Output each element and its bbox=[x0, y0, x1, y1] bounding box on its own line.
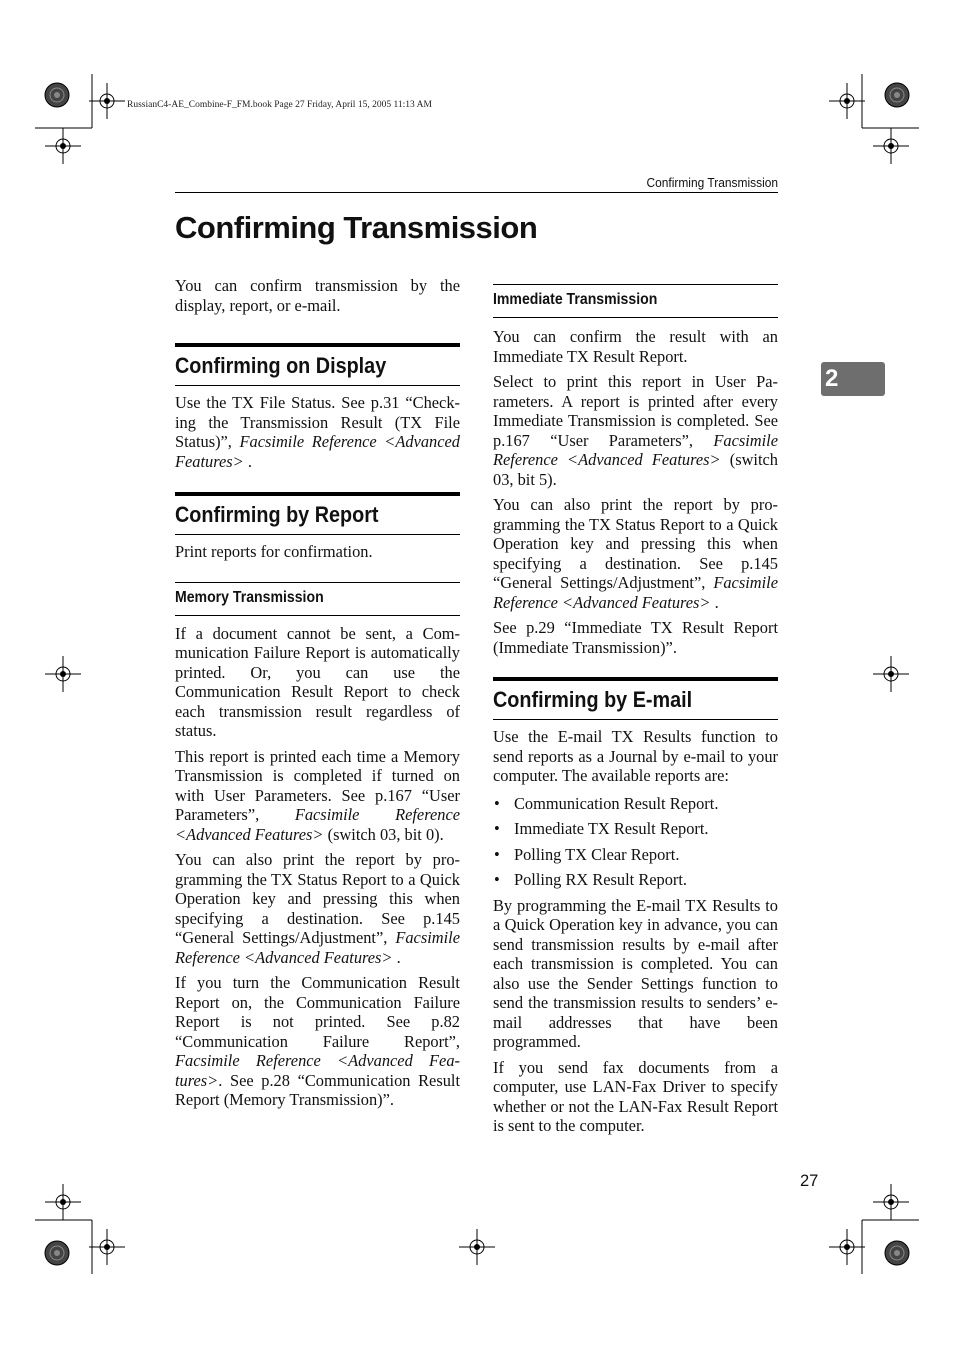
page-title: Confirming Transmission bbox=[175, 210, 538, 245]
reference-link: Facsimile Reference <Advanced Features> bbox=[493, 430, 778, 469]
subsection-heading-immediate: Immediate Transmission bbox=[493, 284, 778, 318]
immediate-paragraph-2: Select to print this report in User Parameters. A report is printed after every Immediate Transmission is completed. See p.167 “User Parameters”, Facsimile Reference <Advanced Features> (switch 03, bit 5). bbox=[493, 372, 778, 489]
intro-paragraph: You can confirm transmission by the display, report, or e-mail. bbox=[175, 276, 460, 315]
right-column bbox=[493, 284, 778, 1142]
reference-link: Facsimile Reference <Advanced Features> bbox=[175, 432, 460, 471]
reference-link: Facsimile Reference <Advanced Features> bbox=[493, 573, 778, 612]
file-info: RussianC4-AE_Combine-F_FM.book Page 27 Friday, April 15, 2005 11:13 AM bbox=[127, 100, 432, 110]
list-item: • Polling TX Clear Report. bbox=[493, 845, 778, 865]
reference-link: Facsimile Reference <Advanced Features> bbox=[175, 805, 460, 844]
section-heading-display: Confirming on Display bbox=[175, 343, 460, 386]
list-item: • Immediate TX Result Report. bbox=[493, 819, 778, 839]
reference-link: Facsimile Reference <Advanced Features> bbox=[175, 928, 460, 967]
list-item: • Communication Result Report. bbox=[493, 794, 778, 814]
list-item: • Polling RX Result Report. bbox=[493, 870, 778, 890]
running-head: Confirming Transmission bbox=[646, 175, 778, 190]
email-paragraph-1: Use the E-mail TX Results function to send reports as a Journal by e-mail to your computer. The available reports are: bbox=[493, 727, 778, 785]
left-column bbox=[175, 276, 460, 1116]
immediate-paragraph-1: You can confirm the result with an Immediate TX Result Report. bbox=[493, 327, 778, 366]
section-heading-report: Confirming by Report bbox=[175, 492, 460, 535]
section-heading-email: Confirming by E-mail bbox=[493, 677, 778, 720]
email-paragraph-3: If you send fax documents from a computer, use LAN-Fax Driver to specify whether or not the LAN-Fax Result Report is sent to the computer. bbox=[493, 1057, 778, 1135]
email-paragraph-2: By programming the E-mail TX Results to a Quick Operation key in advance, you can send transmission results by e-mail after each transmission is completed. You can also use the Sender Settings function to send the transmission results to senders’ e-mail addresses that have been programmed. bbox=[493, 895, 778, 1051]
page-number: 27 bbox=[800, 1172, 819, 1190]
immediate-paragraph-4: See p.29 “Immediate TX Result Report (Immediate Transmission)”. bbox=[493, 618, 778, 657]
memory-paragraph-4: If you turn the Communication Result Report on, the Communication Failure Report is not printed. See p.82 “Communication Failure Report”, Facsimile Reference <Advanced Features>. See p.28 “Communication Result Report (Memory Transmission)”. bbox=[175, 973, 460, 1109]
subsection-heading-memory: Memory Transmission bbox=[175, 582, 460, 616]
display-paragraph: Use the TX File Status. See p.31 “Checking the Transmission Result (TX File Status)”, Facsimile Reference <Advanced Features> . bbox=[175, 393, 460, 471]
header-rule bbox=[175, 192, 778, 193]
immediate-paragraph-3: You can also print the report by programming the TX Status Report to a Quick Operation key and pressing this when specifying a destination. See p.145 “General Settings/Adjustment”, Facsimile Reference <Advanced Features> . bbox=[493, 495, 778, 612]
memory-paragraph-2: This report is printed each time a Memory Transmission is completed if turned on with User Parameters. See p.167 “User Parameters”, Facsimile Reference <Advanced Features> (switch 03, bit 0). bbox=[175, 746, 460, 844]
memory-paragraph-1: If a document cannot be sent, a Communication Failure Report is automatically printed. Or, you can use the Communication Result Report to check each transmission result regardless of status. bbox=[175, 623, 460, 740]
report-list bbox=[493, 794, 778, 890]
report-paragraph: Print reports for confirmation. bbox=[175, 542, 373, 561]
reference-link: Facsimile Reference <Advanced Features> bbox=[175, 1051, 460, 1090]
memory-paragraph-3: You can also print the report by programming the TX Status Report to a Quick Operation key and pressing this when specifying a destination. See p.145 “General Settings/Adjustment”, Facsimile Reference <Advanced Features> . bbox=[175, 850, 460, 967]
chapter-tab: 2 bbox=[821, 362, 885, 396]
